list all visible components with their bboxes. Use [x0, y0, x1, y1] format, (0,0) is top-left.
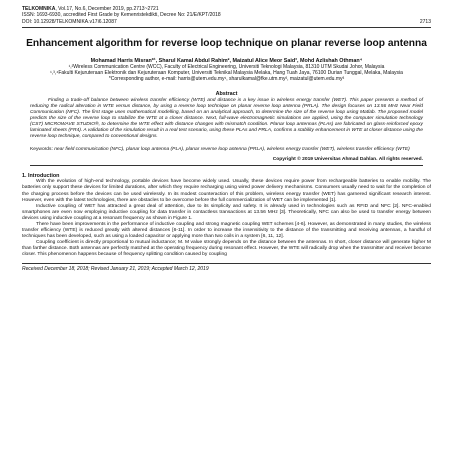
keywords-label: Keywords: [30, 147, 53, 153]
journal-name: TELKOMNIKA [22, 6, 56, 12]
received-dates: Received December 18, 2018; Revised January 21, 2019; Accepted March 12, 2019 [22, 265, 209, 272]
body-paragraph: Coupling coefficient is directly proportional to mutual inductance; M. M value strongly depends on the distance between the antennas. In short, closer distance will generate higher M than farther distance. Both antennas are perfectly matched at the operating frequency during resonant effect. However, the WTE will radically drop when the transmitter and receiver become closer. This phenomenon happens because of frequency splitting condition caused by coupling [22, 240, 431, 258]
keywords-text: near field communication (NFC), planar loop antenna (PLA), planar reverse loop antenna (PRLA), wireless energy transfer (WET), wireless transfer efficiency (WTE) [54, 147, 410, 153]
abstract-text: Finding a trade-off balance between wireless transfer efficiency (WTE) and distance is a key issue in wireless energy transfer (WET). This paper presents a method of reducing the radical alteration in WTE versus distance, by using a reverse loop technique on planar reverse loop antenna (PRLA). The design focuses on 13.56 MHz Near Field Communication (NFC). The first stage uses mathematical modelling, based on an analytical approach, to determine the size of the reverse loop using Matlab. The proposed model predicts the size of the reverse loop to stabilize the WTE at a closer distance. Next, full-wave electromagnetic simulations are applied, using the computer simulation technology (CST) MICROWAVE STUDIO®, to determine the WTE effect with distance changes with mismatch condition. Planar loop antennas (PLAs) are fabricated on glass-reinforced epoxy laminated sheets (FR4). A validation of the simulation result in a real test scenario, using these PLAs and PRLA, confirms a stability enhancement in WTE at closer distance using the reverse loop technique, compared to conventional designs. [30, 97, 423, 140]
page-number: 2713 [419, 19, 431, 25]
affiliation-2: ¹,³,⁴Fakulti Kejuruteraan Elektronik dan Kejuruteraan Komputer, Universiti Teknikal Malaysia Melaka, Hang Tuah Jaya, 76100 Durian Tunggal, Melaka, Malaysia [50, 70, 403, 77]
section-heading: 1. Introduction [22, 173, 60, 180]
abstract-heading: Abstract [215, 90, 238, 97]
journal-issn-line: ISSN: 1693-6930, accredited First Grade by Kemenristekdikti, Decree No: 21/E/KPT/2018 [22, 12, 221, 19]
header-divider [22, 27, 431, 28]
abstract-divider [30, 165, 423, 166]
journal-doi-line: DOI: 10.12928/TELKOMNIKA.v17i6.12087 [22, 18, 117, 25]
author-list: Mohamad Harris Misran*¹, Sharul Kamal Abdul Rahim², Maizatul Alice Meor Said³, Mohd Azlishah Othman⁴ [90, 57, 363, 64]
body-paragraph: There have been improvements in the performance of inductive coupling and strong magnetic coupling WET schemes [4-6]. However, as demonstrated in many studies, the wireless transfer efficiency (WTE) is reduced greatly with altered distances [6-11]. In order to increase the insensitivity to the distance of the transmitting and receiving antennas, a handful of techniques has been developed, such as using a loaded capacitor or applying more than two coils in a system [6, 11, 12]. [22, 221, 431, 240]
copyright-notice: Copyright © 2019 Universitas Ahmad Dahlan. All rights reserved. [272, 157, 423, 163]
paper-title: Enhancement algorithm for reverse loop technique on planar reverse loop antenna [26, 37, 427, 49]
journal-issue-line: TELKOMNIKA, Vol.17, No.6, December 2019, pp.2713~2721 [22, 6, 159, 12]
body-paragraph: With the evolution of high-end technology, portable devices have become widely used. Usually, these devices require power from rechargeable batteries to enable mobility. The batteries only support these devices for limited durations, after which they require recharging using wired power delivery mechanisms. Consumers usually need to wait for the completion of the charging process before the devices can be used wirelessly. In its modest counteraction of this problem, wireless energy transfer (WET) has garnered significant research interest. However, even with the latest technologies, there are obstacles to be overcome before the full commercialization of WET can be implemented [1]. [22, 179, 431, 203]
journal-header [22, 6, 431, 25]
corresponding-author: *Corresponding author, e-mail: harris@utem.edu.my¹, sharulkamal@fke.utm.my², maizatul@utem.edu.my³ [108, 76, 345, 83]
body-paragraph: Inductive coupling of WET has attracted a great deal of attention, due to its simplicity and safety. It is already used in technologies such as RFID and NFC [2]. NFC-enabled smartphones are even now employing inductive coupling for data transfer in contactless transactions at 13.56 MHz [3]. Theoretically, NFC can also be used to transfer energy between devices using inductive coupling at a resonant frequency as shown in Figure 1. [22, 203, 431, 221]
keywords [30, 147, 423, 153]
footer-divider [22, 263, 431, 264]
affiliation-1: ¹,²Wireless Communication Centre (WCC), Faculty of Electrical Engineering, Universiti Teknologi Malaysia, 81310 UTM Skudai Johor, Malaysia [68, 64, 385, 71]
